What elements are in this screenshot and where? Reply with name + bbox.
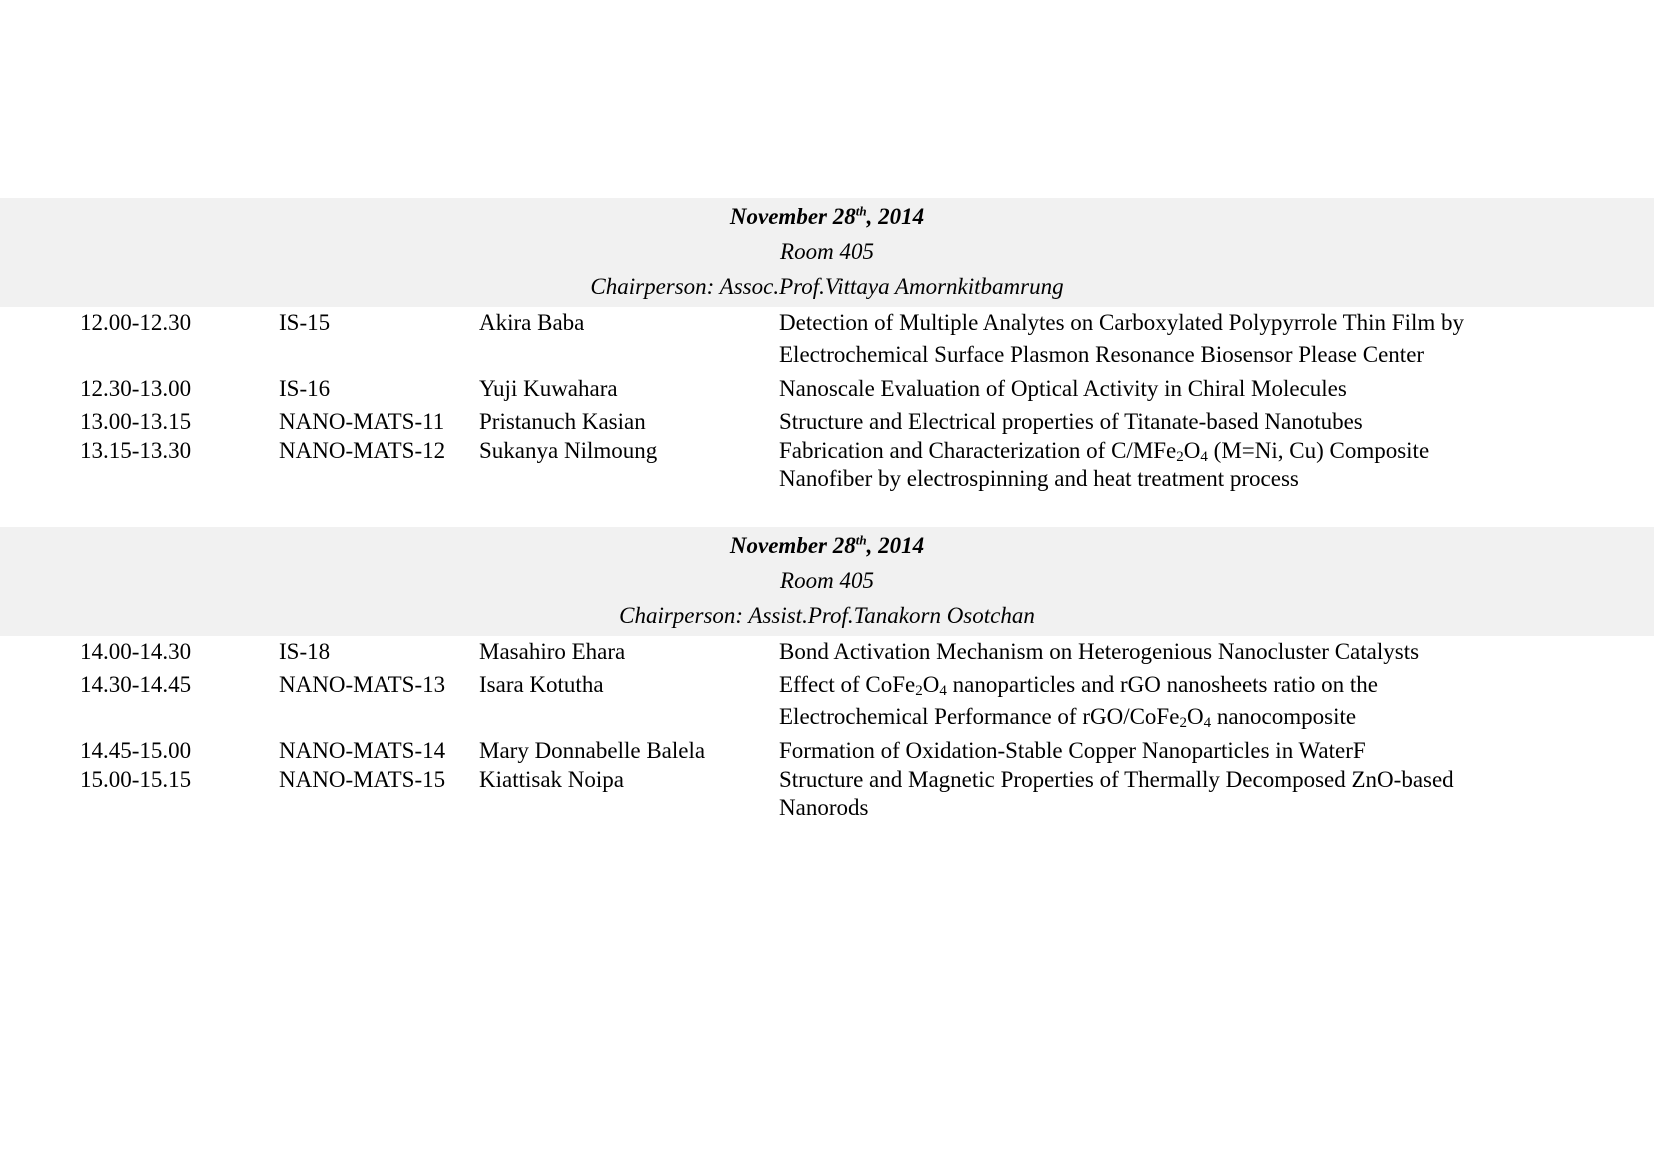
time-slot: 14.00-14.30 [80,639,192,664]
paper-title: Fabrication and Characterization of $C/MFe_2O_4$ (M=Ni, Cu) Composite Nanofiber by electrospinning and heat treatment process [779,438,1430,491]
session-date: November 28th, 2014 [729,203,925,229]
presenter-name: Yuji Kuwahara [479,376,618,401]
time-slot: 13.00-13.15 [80,409,192,434]
time-slot: 12.30-13.00 [80,376,192,401]
paper-title: Detection of Multiple Analytes on Carboxylated Polypyrrole Thin Film by Electrochemical Surface Plasmon Resonance Biosensor Please Center [779,310,1465,367]
presenter-name: Akira Baba [479,310,585,335]
paper-title: Structure and Magnetic Properties of Thermally Decomposed ZnO-based Nanorods [779,767,1454,820]
presenter-name: Masahiro Ehara [479,639,626,664]
session-chairperson: Chairperson: Assist.Prof.Tanakorn Osotchan [619,603,1035,628]
presenter-name: Pristanuch Kasian [479,409,646,434]
presenter-name: Sukanya Nilmoung [479,438,658,463]
paper-code: NANO-MATS-14 [279,738,446,763]
time-slot: 14.45-15.00 [80,738,192,763]
paper-code: IS-15 [279,310,331,335]
session-room: Room 405 [780,239,874,264]
paper-title: Effect of $CoFe_2O_4$ nanoparticles and rGO nanosheets ratio on the Electrochemical Performance of rGO/$CoFe_2O_4$ nanocomposite [779,672,1379,731]
session-date: November 28th, 2014 [729,532,925,558]
session-chairperson: Chairperson: Assoc.Prof.Vittaya Amornkitbamrung [590,274,1064,299]
session-room: Room 405 [780,568,874,593]
paper-title: Nanoscale Evaluation of Optical Activity in Chiral Molecules [779,376,1347,401]
paper-code: NANO-MATS-12 [279,438,446,463]
time-slot: 12.00-12.30 [80,310,192,335]
paper-code: IS-18 [279,639,331,664]
time-slot: 13.15-13.30 [80,438,192,463]
paper-code: NANO-MATS-11 [279,409,445,434]
paper-title: Formation of Oxidation-Stable Copper Nanoparticles in WaterF [779,738,1366,763]
session-block [0,198,1654,491]
presenter-name: Isara Kotutha [479,672,604,697]
presenter-name: Mary Donnabelle Balela [479,738,706,763]
paper-code: NANO-MATS-15 [279,767,446,792]
paper-code: NANO-MATS-13 [279,672,446,697]
paper-code: IS-16 [279,376,331,401]
session-header [0,198,1654,307]
time-slot: 15.00-15.15 [80,767,192,792]
session-block [0,527,1654,820]
time-slot: 14.30-14.45 [80,672,192,697]
session-header [0,527,1654,636]
presenter-name: Kiattisak Noipa [479,767,624,792]
paper-title: Bond Activation Mechanism on Heterogenious Nanocluster Catalysts [779,639,1420,664]
paper-title: Structure and Electrical properties of Titanate-based Nanotubes [779,409,1363,434]
